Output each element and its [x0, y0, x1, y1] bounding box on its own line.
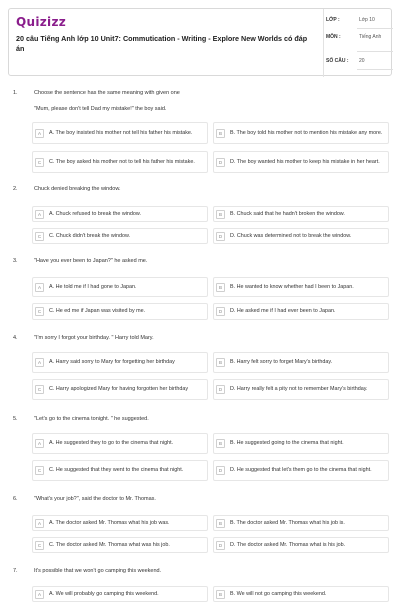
option-text: A. Chuck refused to break the window. — [49, 210, 141, 217]
subject-value: Tiếng Anh — [359, 34, 382, 40]
question-text: Chuck denied breaking the window. — [34, 186, 121, 192]
answer-option[interactable] — [213, 206, 389, 222]
answer-option[interactable] — [213, 303, 389, 320]
option-text: B. Chuck said that he hadn't broken the window. — [230, 210, 345, 217]
class-value: Lớp 10 — [359, 17, 375, 23]
option-letter: C — [35, 466, 44, 475]
question-text: "I'm sorry I forgot your birthday. " Harry told Mary. — [34, 335, 154, 341]
question-number: 1. — [13, 90, 18, 96]
question-text: "Let's go to the cinema tonight. " he suggested. — [34, 416, 149, 422]
option-letter: A — [35, 283, 44, 292]
worksheet-title: 20 câu Tiếng Anh lớp 10 Unit7: Commutication - Writing - Explore New Worlds có đáp án — [16, 34, 308, 53]
answer-option[interactable] — [213, 122, 389, 144]
option-letter: B — [216, 439, 225, 448]
option-letter: B — [216, 283, 225, 292]
answer-option[interactable] — [32, 515, 208, 531]
question-number: 2. — [13, 186, 18, 192]
answer-option[interactable] — [32, 228, 208, 244]
option-letter: D — [216, 307, 225, 316]
option-text: C. He suggested that they went to the cinema that night. — [49, 467, 184, 473]
question-prompt: "Mum, please don't tell Dad my mistake!" the boy said. — [34, 106, 167, 112]
answer-option[interactable] — [32, 352, 208, 373]
option-letter: B — [216, 519, 225, 528]
option-text: C. Chuck didn't break the window. — [49, 232, 131, 239]
option-text: B. He wanted to know whether had I been to Japan. — [230, 283, 354, 290]
answer-option[interactable] — [32, 151, 208, 173]
meta-divider — [357, 69, 393, 70]
option-text: D. He asked me if I had ever been to Japan. — [230, 308, 336, 314]
option-text: D. The boy wanted his mother to keep his mistake in her heart. — [230, 158, 380, 165]
option-text: B. Harry felt sorry to forget Mary's birthday. — [230, 359, 333, 365]
option-letter: B — [216, 590, 225, 599]
option-letter: B — [216, 210, 225, 219]
quizizz-logo[interactable]: Quizizz — [16, 15, 67, 29]
option-text: D. He suggested that let's them go to the cinema that night. — [230, 467, 372, 473]
option-letter: A — [35, 358, 44, 367]
meta-divider — [357, 28, 393, 29]
option-text: C. He ed me if Japan was visited by me. — [49, 308, 146, 314]
answer-option[interactable] — [213, 352, 389, 373]
option-letter: A — [35, 519, 44, 528]
option-letter: C — [35, 385, 44, 394]
option-text: A. The doctor asked Mr. Thomas what his job was. — [49, 519, 170, 526]
option-letter: A — [35, 439, 44, 448]
question-number: 4. — [13, 335, 18, 341]
answer-option[interactable] — [32, 379, 208, 400]
option-text: D. The doctor asked Mr. Thomas what is his job. — [230, 541, 346, 548]
option-text: C. The boy asked his mother not to tell his father his mistake. — [49, 158, 195, 165]
option-text: A. We will probably go camping this weekend. — [49, 590, 159, 597]
question-number: 7. — [13, 568, 18, 574]
header-divider — [323, 9, 324, 77]
answer-option[interactable] — [32, 303, 208, 320]
option-letter: D — [216, 541, 225, 550]
answer-option[interactable] — [213, 379, 389, 400]
option-text: C. The doctor asked Mr. Thomas what was his job. — [49, 541, 170, 548]
subject-label: MÔN : — [326, 34, 341, 40]
option-text: B. We will not go camping this weekend. — [230, 590, 327, 597]
answer-option[interactable] — [32, 206, 208, 222]
option-text: B. He suggested going to the cinema that night. — [230, 440, 344, 446]
question-text: "Have you ever been to Japan?" he asked me. — [34, 258, 148, 264]
meta-divider — [357, 51, 393, 52]
answer-option[interactable] — [32, 460, 208, 481]
answer-option[interactable] — [213, 228, 389, 244]
option-letter: A — [35, 210, 44, 219]
question-text: Choose the sentence has the same meaning with given one — [34, 90, 180, 96]
option-letter: B — [216, 129, 225, 138]
answer-option[interactable] — [32, 277, 208, 297]
option-letter: C — [35, 307, 44, 316]
class-label: LỚP : — [326, 17, 340, 23]
answer-option[interactable] — [213, 460, 389, 481]
answer-option[interactable] — [32, 122, 208, 144]
option-letter: C — [35, 541, 44, 550]
option-letter: C — [35, 158, 44, 167]
worksheet-header — [8, 8, 392, 76]
answer-option[interactable] — [32, 433, 208, 454]
question-number: 6. — [13, 496, 18, 502]
option-text: A. The boy insisted his mother not tell his father his mistake. — [49, 129, 193, 136]
question-count-label: SỐ CÂU : — [326, 58, 349, 64]
option-letter: D — [216, 232, 225, 241]
option-letter: D — [216, 385, 225, 394]
option-letter: D — [216, 466, 225, 475]
answer-option[interactable] — [213, 537, 389, 553]
option-text: D. Chuck was determined not to break the window. — [230, 232, 352, 239]
option-text: B. The doctor asked Mr. Thomas what his job is. — [230, 519, 345, 526]
answer-option[interactable] — [32, 537, 208, 553]
option-letter: A — [35, 590, 44, 599]
option-letter: C — [35, 232, 44, 241]
option-text: B. The boy told his mother not to mention his mistake any more. — [230, 129, 383, 136]
answer-option[interactable] — [213, 151, 389, 173]
answer-option[interactable] — [213, 515, 389, 531]
question-number: 3. — [13, 258, 18, 264]
option-text: D. Harry really felt a pity not to remember Mary's birthday. — [230, 386, 368, 392]
option-text: C. Harry apologized Mary for having forgotten her birthday — [49, 386, 189, 392]
option-letter: A — [35, 129, 44, 138]
answer-option[interactable] — [213, 277, 389, 297]
question-number: 5. — [13, 416, 18, 422]
question-text: It's possible that we won't go camping this weekend. — [34, 568, 162, 574]
option-text: A. He suggested they to go to the cinema that night. — [49, 440, 174, 446]
option-text: A. He told me if I had gone to Japan. — [49, 283, 137, 290]
option-letter: D — [216, 158, 225, 167]
answer-option[interactable] — [213, 433, 389, 454]
option-text: A. Harry said sorry to Mary for forgetting her birthday — [49, 359, 175, 365]
question-text: "What's your job?", said the doctor to Mr. Thomas. — [34, 496, 156, 502]
question-count-value: 20 — [359, 58, 365, 64]
option-letter: B — [216, 358, 225, 367]
